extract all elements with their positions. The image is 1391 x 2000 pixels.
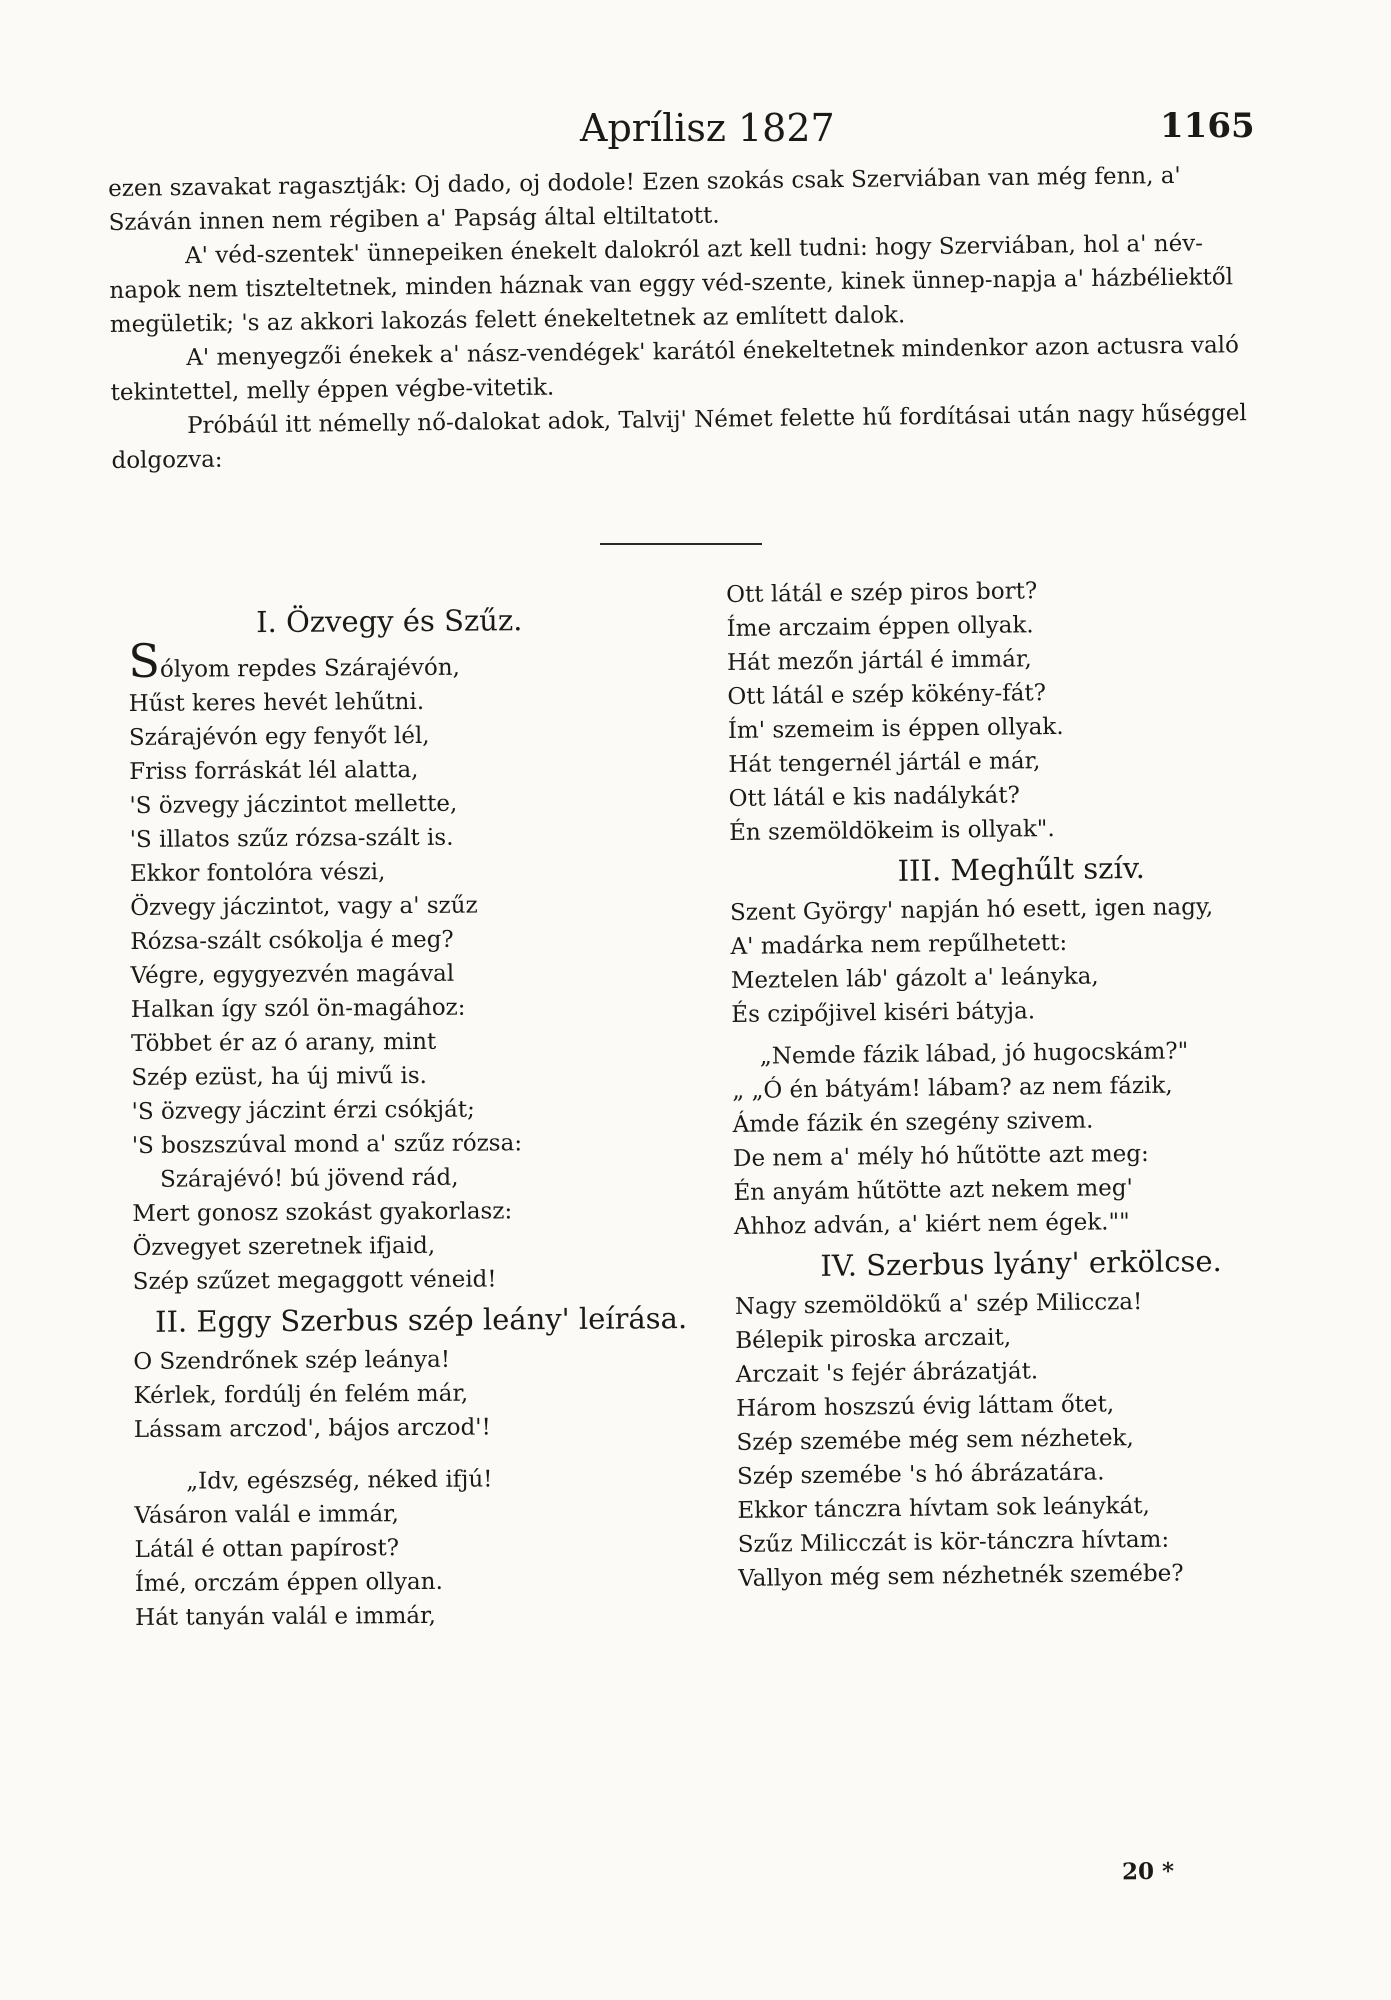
poem-line: Ekkor fontolóra vészi, bbox=[129, 859, 386, 887]
poem-line: 'S özvegy jáczint érzi csókját; bbox=[131, 1096, 475, 1125]
poem-line: Szép szemébe még sem nézhetek, bbox=[736, 1425, 1134, 1456]
poem-line: De nem a' mély hó hűtötte azt meg: bbox=[732, 1140, 1149, 1172]
poem-line: Szép ezüst, ha új mivű is. bbox=[131, 1062, 427, 1091]
poem-line: A' madárka nem repűlhetett: bbox=[730, 929, 1068, 960]
poem-line: Hát tengernél jártál e már, bbox=[728, 748, 1041, 778]
intro-text bbox=[108, 158, 1272, 478]
poem-4-title: IV. Szerbus lyány' erkölcse. bbox=[820, 1243, 1222, 1283]
poem-line: Kérlek, fordúlj én felém már, bbox=[133, 1380, 469, 1409]
poem-line: Ott látál e szép piros bort? bbox=[726, 578, 1038, 608]
poem-line: Vallyon még sem nézhetnék szemébe? bbox=[738, 1560, 1184, 1592]
poem-line: Végre, egygyezvén magával bbox=[130, 960, 455, 989]
poem-line: Friss forráskát lél alatta, bbox=[129, 756, 419, 785]
poem-line: 'S boszszúval mond a' szűz rózsa: bbox=[131, 1130, 523, 1159]
poem-line: Hűst keres hevét lehűtni. bbox=[128, 688, 425, 717]
poem-line: 'S illatos szűz rózsa-szált is. bbox=[129, 824, 454, 853]
poem-line: Szent György' napján hó esett, igen nagy, bbox=[729, 894, 1214, 926]
poem-line: Ím' szemeim is éppen ollyak. bbox=[727, 713, 1064, 744]
page-title: Aprílisz 1827 bbox=[580, 106, 835, 150]
poem-line: Vásáron valál e immár, bbox=[134, 1501, 400, 1529]
poem-line: Többet ér az ó arany, mint bbox=[131, 1028, 437, 1057]
poem-line: Ekkor tánczra hívtam sok leánykát, bbox=[737, 1492, 1150, 1524]
poem-line: Hát mezőn jártál é immár, bbox=[726, 646, 1032, 676]
intro-paragraph-1: ezen szavakat ragasztják: Oj dado, oj dodole! Ezen szokás csak Szerviában van még fenn, a' Száván innen nem régiben a' Papság által eltiltatott. bbox=[108, 162, 1181, 236]
poem-line: ólyom repdes Szárajévón, bbox=[159, 654, 461, 683]
right-column bbox=[726, 571, 1298, 1596]
poem-2-title: II. Eggy Szerbus szép leány' leírása. bbox=[154, 1301, 688, 1339]
poem-line: Szárajévó! bú jövend rád, bbox=[159, 1164, 459, 1193]
poem-line: Bélepik piroska arczait, bbox=[735, 1324, 1012, 1354]
poem-1-title: I. Özvegy és Szűz. bbox=[256, 603, 523, 640]
poem-line: Ott látál e kis nadálykát? bbox=[728, 782, 1021, 812]
poem-line: 'S özvegy jáczintot mellette, bbox=[129, 790, 458, 819]
poem-line: Ott látál e szép kökény-fát? bbox=[727, 680, 1047, 710]
left-column bbox=[128, 596, 715, 1635]
poem-line: Látál é ottan papírost? bbox=[134, 1535, 400, 1563]
poem-line: Ahhoz adván, a' kiért nem égek."" bbox=[733, 1209, 1130, 1240]
poem-line: Mert gonosz szokást gyakorlasz: bbox=[132, 1198, 513, 1227]
poem-line: Szép szemébe 's hó ábrázatára. bbox=[736, 1459, 1105, 1490]
page-number: 1165 bbox=[1160, 106, 1255, 146]
intro-paragraph-2: A' véd-szentek' ünnepeiken énekelt dalokról azt kell tudni: hogy Szerviában, hol a' név-napok nem tiszteltetnek, minden háznak van eggy véd-szente, kinek ünnep-napja a' házbéliektől megületik; 's az akkori lakozás felett énekeltetnek az említett dalok. bbox=[109, 230, 1234, 338]
poem-line: Halkan így szól ön-magához: bbox=[130, 994, 466, 1023]
page-header bbox=[0, 106, 1391, 166]
poem-line: Szárajévón egy fenyőt lél, bbox=[128, 722, 430, 751]
poem-line: Én szemöldökeim is ollyak". bbox=[728, 816, 1055, 846]
poem-line: Özvegyet szeretnek ifjaid, bbox=[132, 1232, 436, 1261]
poem-line: Szűz Milicczát is kör-tánczra hívtam: bbox=[737, 1526, 1170, 1558]
poem-line: Meztelen láb' gázolt a' leányka, bbox=[730, 963, 1099, 994]
poem-line: Három hoszszú évig láttam őtet, bbox=[735, 1391, 1115, 1422]
poem-line: „Idv, egészség, néked ifjú! bbox=[186, 1466, 493, 1495]
poem-line: Nagy szemöldökű a' szép Miliccza! bbox=[734, 1288, 1143, 1320]
poem-line: Özvegy jáczintot, vagy a' szűz bbox=[130, 892, 478, 921]
poem-line: Hát tanyán valál e immár, bbox=[135, 1602, 436, 1631]
poem-line: Ámde fázik én szegény szivem. bbox=[732, 1107, 1094, 1138]
intro-paragraph-4: Próbáúl itt némelly nő-dalokat adok, Talvij' Német felette hű fordításai után nagy hűséggel dolgozva: bbox=[111, 400, 1247, 474]
signature-mark: 20 * bbox=[1121, 1857, 1175, 1886]
poem-line: Arczait 's fejér ábrázatját. bbox=[735, 1358, 1039, 1388]
poem-line: Rózsa-szált csókolja é meg? bbox=[130, 926, 454, 955]
poem-line: Lássam arczod', bájos arczod'! bbox=[133, 1414, 491, 1443]
poem-line: Én anyám hűtötte azt nekem meg' bbox=[733, 1175, 1133, 1206]
poem-3-title: III. Meghűlt szív. bbox=[897, 850, 1146, 888]
poem-line: O Szendrőnek szép leánya! bbox=[133, 1346, 451, 1375]
poem-line: Íme arczaim éppen ollyak. bbox=[726, 612, 1034, 642]
poem-line: Szép szűzet megaggott véneid! bbox=[132, 1266, 497, 1295]
poem-line: És czipőjivel kiséri bátyja. bbox=[731, 998, 1036, 1028]
poem-line: Ímé, orczám éppen ollyan. bbox=[134, 1568, 443, 1597]
poem-line: „Nemde fázik lábad, jó hugocskám?" bbox=[759, 1038, 1189, 1070]
poem-1-first-line bbox=[128, 633, 708, 688]
intro-paragraph-3: A' menyegzői énekek a' nász-vendégek' karától énekeltetnek mindenkor azon actusra való tekintettel, melly éppen végbe-vitetik. bbox=[110, 332, 1240, 406]
poem-line: „ „Ó én bátyám! lábam? az nem fázik, bbox=[732, 1072, 1173, 1104]
drop-cap: S bbox=[128, 633, 161, 688]
separator-rule bbox=[600, 543, 762, 545]
